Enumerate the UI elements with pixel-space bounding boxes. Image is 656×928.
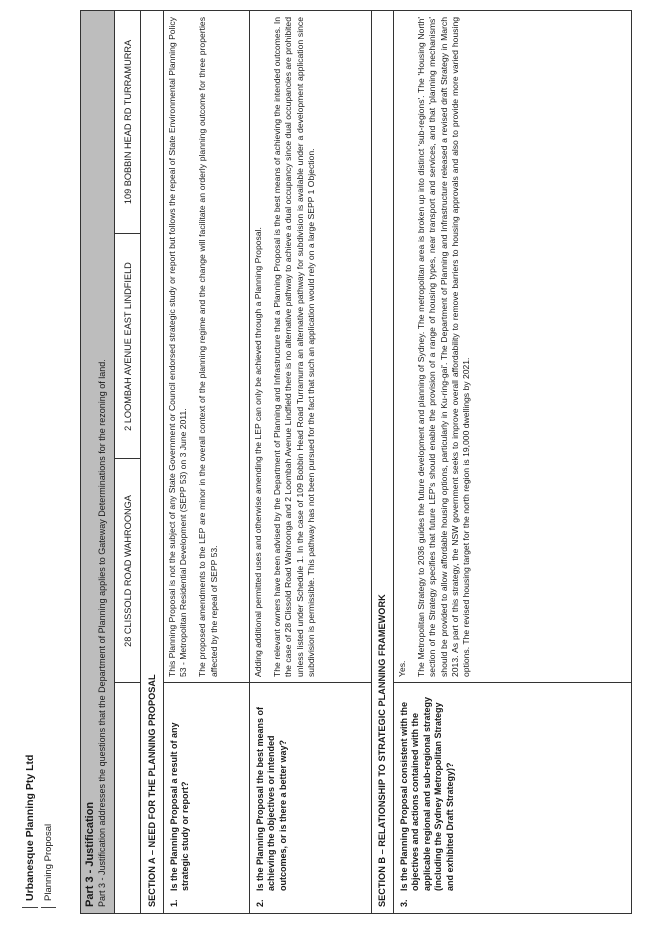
answer-paragraph: Adding additional permitted uses and otherwise amending the LEP can only be achieved through a Planning Proposal. bbox=[253, 227, 263, 677]
question-number: 1. bbox=[169, 899, 179, 907]
part-title-band bbox=[81, 11, 115, 913]
justification-table bbox=[80, 10, 632, 914]
divider bbox=[115, 682, 141, 683]
divider bbox=[249, 11, 250, 913]
question-text: Is the Planning Proposal consistent with the objectives and actions contained with the applicable regional and sub-regional strategy (including the Sydney Metropolitan Strategy and exhibited Draft Strategy)? bbox=[399, 696, 455, 891]
question-number: 3. bbox=[399, 899, 409, 907]
answer-paragraph: The Metropolitan Strategy to 2036 guides the future development and planning of Sydney. The metropolitan area is broken up into distinct 'sub-regions'. The 'Housing North' section of the Strategy specifies that future LEP's should enable the provision of a range of housing types, near transport and services, and that 'planning mechanisms' should be provided to allow affordable housing options, particularly in Ku-ring-gai'. The Department of Planning and Infrastructure released a revised draft Strategy in March 2013. As part of this strategy, the NSW government seeks to improve overall affordability to remove barriers to housing approvals and also to provide more varied housing options. The revised housing target for the north region is 19,000 dwellings by 2021. bbox=[416, 17, 472, 677]
answer-cell bbox=[397, 17, 480, 677]
column-header-row bbox=[115, 11, 141, 913]
answer-paragraph: Yes. bbox=[397, 660, 407, 677]
answer-paragraph: The relevant owners have been advised by the Department of Planning and Infrastructure that a Planning Proposal is the best means of achieving the intended outcomes. In the case of 28 Clissold Road Wahroonga and 2 Loombah Avenue Lindfield there is no alternative pathway to achieve a dual occupancy since dual occupancies are prohibited unless listed under Schedule 1. In the case of 109 Bobbin Head Road Turramurra an alternative pathway for subdivision is available under a development application since subdivision is permissible. This pathway has not been pursued for the fact that such an application would rely on a large SEPP 1 Objection. bbox=[272, 17, 316, 677]
divider bbox=[115, 233, 141, 234]
column-header-loombah: 2 LOOMBAH AVENUE EAST LINDFIELD bbox=[123, 262, 133, 431]
divider bbox=[163, 682, 371, 683]
part-subtitle: Part 3 - Justification addresses the questions that the Department of Planning applies to Gateway Determinations for the rezoning of land. bbox=[97, 359, 107, 907]
document-title: Planning Proposal bbox=[41, 755, 56, 908]
page-header bbox=[22, 755, 56, 908]
company-name: Urbanesque Planning Pty Ltd bbox=[22, 755, 38, 908]
answer-cell bbox=[167, 17, 228, 677]
question-text: Is the Planning Proposal a result of any strategic study or report? bbox=[169, 722, 191, 891]
part-title: Part 3 - Justification bbox=[84, 801, 96, 907]
answer-cell bbox=[253, 17, 325, 677]
divider bbox=[163, 11, 164, 913]
column-header-bobbin-head: 109 BOBBIN HEAD RD TURRAMURRA bbox=[123, 39, 133, 205]
section-b-heading: SECTION B – RELATIONSHIP TO STRATEGIC PLANNING FRAMEWORK bbox=[377, 594, 387, 907]
divider bbox=[115, 458, 141, 459]
answer-paragraph: The proposed amendments to the LEP are minor in the overall context of the planning regime and the change will facilitate an orderly planning outcome for three properties affected by the repeal of SEPP 53. bbox=[197, 17, 219, 677]
question-number: 2. bbox=[255, 899, 265, 907]
divider bbox=[393, 682, 632, 683]
question-text: Is the Planning Proposal the best means of achieving the objectives or intended outcomes, or is there a better way? bbox=[255, 706, 288, 891]
section-a-heading: SECTION A – NEED FOR THE PLANNING PROPOSAL bbox=[147, 674, 157, 907]
divider bbox=[371, 11, 372, 913]
divider bbox=[393, 11, 394, 913]
answer-paragraph: This Planning Proposal is not the subject of any State Government or Council endorsed strategic study or report but follows the repeal of State Environmental Planning Policy 53 - Metropolitan Residential Development (SEPP 53) on 3 June 2011. bbox=[167, 17, 189, 677]
column-header-clissold: 28 CLISSOLD ROAD WAHROONGA bbox=[123, 495, 133, 647]
